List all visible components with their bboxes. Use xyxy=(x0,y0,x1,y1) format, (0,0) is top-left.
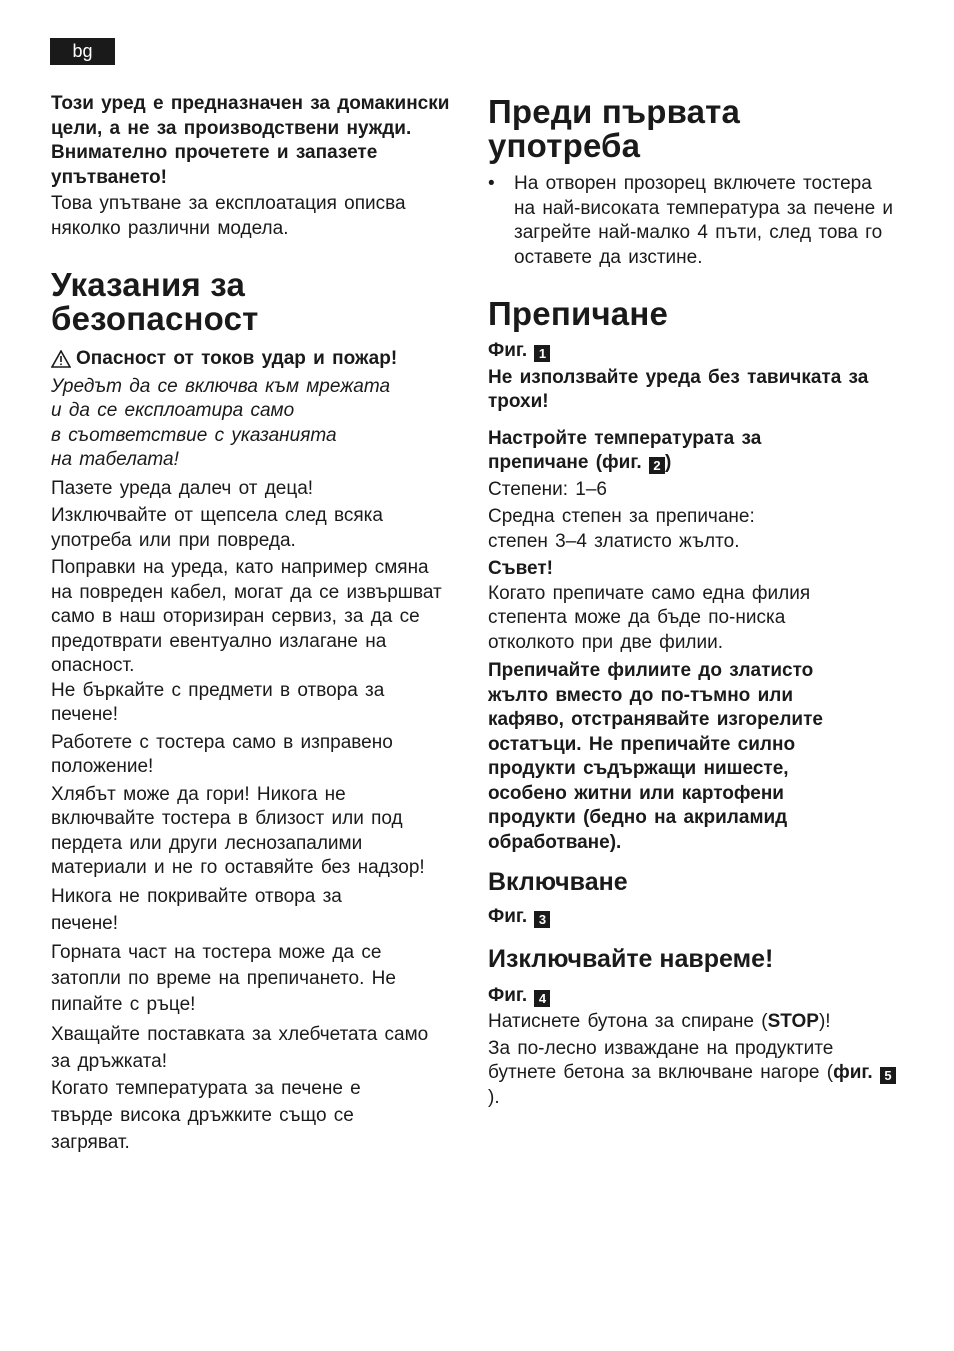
safety-item: Пазете уреда далеч от деца! xyxy=(51,477,314,499)
first-use-heading-line2: употреба xyxy=(488,127,641,164)
set-temperature-line2: препичане (фиг. xyxy=(488,452,642,473)
average-level-text xyxy=(488,505,900,554)
tip-text: Когато препичате само една филия степента може да бъде по-ниска отколкото при две филии. xyxy=(488,582,811,653)
figure-number-badge: 1 xyxy=(534,345,550,362)
warning-triangle-icon xyxy=(51,350,71,368)
intro-bold-text: Този уред е предназначен за домакински цели, а не за производствени нужди. Внимателно прочетете и запазете упътването! xyxy=(51,93,450,188)
tip-heading: Съвет! xyxy=(488,558,553,579)
left-column xyxy=(51,90,466,1156)
safety-item: Работете с тостера само в изправено положение! xyxy=(51,731,393,777)
average-level-line1: Средна степен за препичане: xyxy=(488,506,755,527)
safety-heading-line2: безопасност xyxy=(51,300,259,337)
warning-italic-line: на табелата! xyxy=(51,449,179,470)
switch-on-heading: Включване xyxy=(488,868,628,896)
figure-ref xyxy=(488,339,900,364)
warning-italic-line: в съответствие с указанията xyxy=(51,424,337,446)
stop-text-end: )! xyxy=(818,1011,831,1032)
safety-item: Никога не покривайте отвора за печене! xyxy=(51,885,342,934)
first-use-list-item xyxy=(488,172,900,270)
warning-italic-line: и да се експлоатира само xyxy=(51,400,295,421)
acrylamide-warning: Препичайте филиите до златисто жълто вместо до по-тъмно или кафяво, отстранявайте изгорелите остатъци. Не препичайте силно продукти съдържащи нишесте, особено житни или картофени продукти (бедно на акриламид обработване). xyxy=(488,660,823,853)
figure-number-badge: 5 xyxy=(880,1067,896,1084)
safety-heading xyxy=(51,268,466,336)
lift-text-start: За по-лесно изваждане на продуктите бутнете бетона за включване нагоре ( xyxy=(488,1037,834,1083)
language-tab xyxy=(50,38,115,65)
stop-instruction xyxy=(488,1010,900,1035)
closing-paren: ) xyxy=(664,452,672,473)
language-code: bg xyxy=(72,41,93,61)
warning-italic-line: Уредът да се включва към мрежата xyxy=(51,375,391,397)
set-temperature-line1: Настройте температурата за xyxy=(488,427,762,449)
switch-off-heading: Изключвайте навреме! xyxy=(488,944,774,973)
shock-warning-title xyxy=(51,347,466,372)
first-use-text: На отворен прозорец включете тостера на най-високата температура за печене и загрейте най-малко 4 пъти, след това го оставете да изстине. xyxy=(514,173,894,268)
safety-item: Не бъркайте с предмети в отвора за печене! xyxy=(51,679,385,725)
figure-number-badge: 4 xyxy=(534,990,550,1007)
safety-item: Хлябът може да гори! Никога не включвайте тостера в близост или под пердета или други леснозапалими материали и не го оставяйте без надзор! xyxy=(51,783,425,878)
intro-text: Това упътване за експлоатация описва няколко различни модела. xyxy=(51,193,406,239)
right-column xyxy=(488,90,900,1110)
figure-label: Фиг. xyxy=(488,340,528,361)
figure-ref xyxy=(488,905,900,930)
figure-label: Фиг. xyxy=(488,984,528,1006)
average-level-line2: степен 3–4 златисто жълто. xyxy=(488,530,740,552)
bullet-icon: • xyxy=(488,173,495,194)
stop-label: STOP xyxy=(767,1011,819,1032)
figure-label: фиг. xyxy=(833,1062,873,1083)
lift-text-end: ). xyxy=(488,1086,500,1108)
figure-number-badge: 3 xyxy=(534,911,550,928)
warning-title-text: Опасност от токов удар и пожар! xyxy=(76,348,398,369)
crumb-tray-warning: Не използвайте уреда без тавичката за трохи! xyxy=(488,366,869,412)
safety-item: Поправки на уреда, като например смяна на повреден кабел, могат да се извършват само в наш оторизиран сервиз, за да се предотврати евентуално излагане на опасност. xyxy=(51,557,442,676)
figure-number-badge: 2 xyxy=(649,457,665,474)
first-use-heading xyxy=(488,95,900,163)
safety-item: Хващайте поставката за хлебчетата само за дръжката! xyxy=(51,1023,429,1072)
figure-ref xyxy=(488,984,900,1009)
warning-italic-block xyxy=(51,375,466,473)
figure-label: Фиг. xyxy=(488,906,528,927)
toasting-heading: Препичане xyxy=(488,295,669,332)
levels-text: Степени: 1–6 xyxy=(488,478,607,500)
stop-text-start: Натиснете бутона за спиране ( xyxy=(488,1011,768,1032)
safety-item: Когато температурата за печене е твърде висока дръжките също се загряват. xyxy=(51,1077,361,1153)
lift-instruction xyxy=(488,1037,900,1111)
safety-heading-line1: Указания за xyxy=(51,266,246,303)
set-temperature-heading xyxy=(488,427,900,476)
safety-item: Изключвайте от щепсела след всяка употреба или при повреда. xyxy=(51,505,383,551)
safety-item: Горната част на тостера може да се затопли по време на препичането. Не пипайте с ръце! xyxy=(51,941,396,1015)
first-use-heading-line1: Преди първата xyxy=(488,93,741,130)
